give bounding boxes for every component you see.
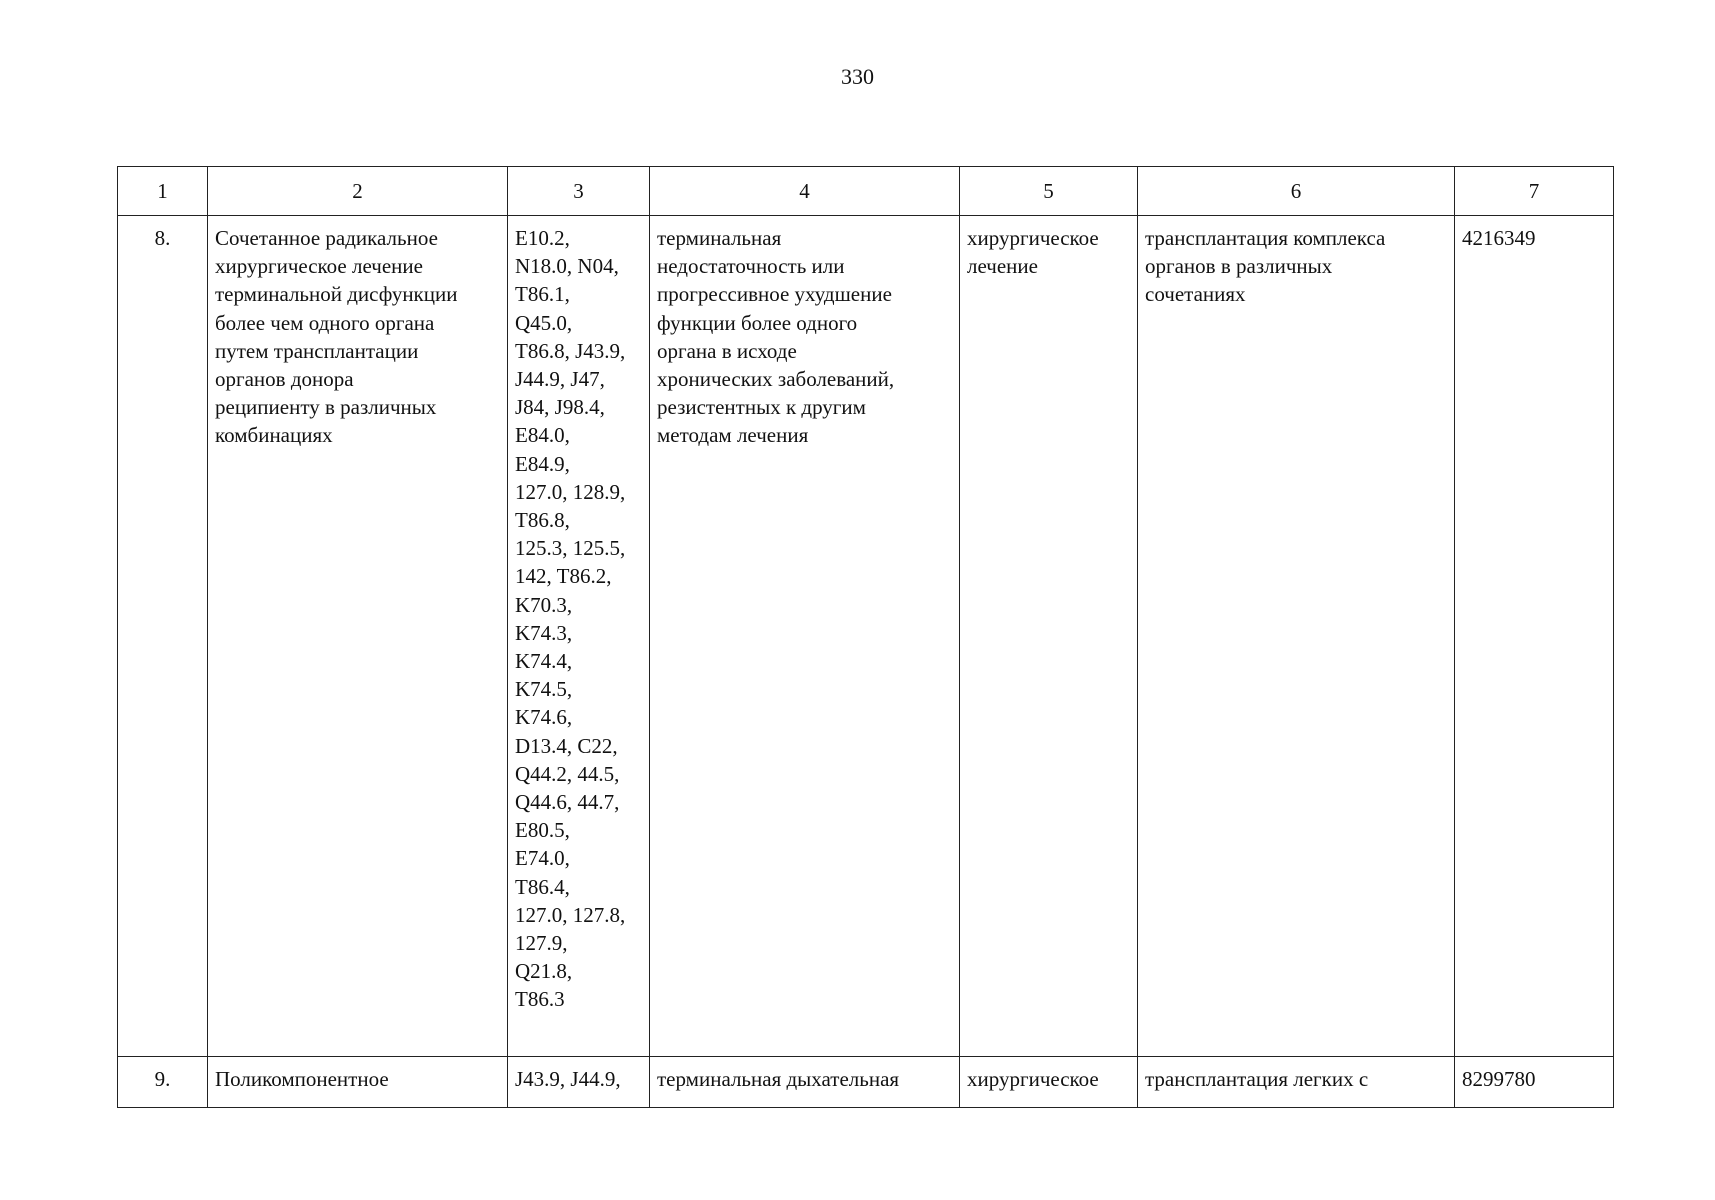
procedure-name: Поликомпонентное	[208, 1057, 508, 1108]
page-number: 330	[841, 64, 874, 89]
patient-condition: терминальная недостаточность или прогрессивное ухудшение функции более одного органа в исходе хронических заболеваний, резистентных к другим методам лечения	[650, 216, 960, 1057]
column-header-3: 3	[508, 167, 650, 216]
column-header-4: 4	[650, 167, 960, 216]
row-number: 8.	[118, 216, 208, 1057]
cost-value: 4216349	[1455, 216, 1614, 1057]
treatment-type: хирургическое лечение	[960, 216, 1138, 1057]
medical-care-table	[117, 166, 1614, 1108]
treatment-type: хирургическое	[960, 1057, 1138, 1108]
icd-codes: E10.2, N18.0, N04, T86.1, Q45.0, T86.8, J43.9, J44.9, J47, J84, J98.4, E84.0, E84.9, 127.0, 128.9, T86.8, 125.3, 125.5, 142, T86.2, K70.3, K74.3, K74.4, K74.5, K74.6, D13.4, C22, Q44.2, 44.5, Q44.6, 44.7, E80.5, E74.0, T86.4, 127.0, 127.8, 127.9, Q21.8, T86.3	[508, 216, 650, 1057]
column-header-5: 5	[960, 167, 1138, 216]
column-header-6: 6	[1138, 167, 1455, 216]
icd-codes: J43.9, J44.9,	[508, 1057, 650, 1108]
column-header-2: 2	[208, 167, 508, 216]
table-row	[118, 216, 1614, 1057]
column-header-7: 7	[1455, 167, 1614, 216]
procedure-name: Сочетанное радикальное хирургическое лечение терминальной дисфункции более чем одного органа путем трансплантации органов донора реципиенту в различных комбинациях	[208, 216, 508, 1057]
patient-condition: терминальная дыхательная	[650, 1057, 960, 1108]
table-header-row	[118, 167, 1614, 216]
row-number: 9.	[118, 1057, 208, 1108]
treatment-method: трансплантация комплекса органов в различных сочетаниях	[1138, 216, 1455, 1057]
table-row	[118, 1057, 1614, 1108]
cost-value: 8299780	[1455, 1057, 1614, 1108]
column-header-1: 1	[118, 167, 208, 216]
treatment-method: трансплантация легких с	[1138, 1057, 1455, 1108]
